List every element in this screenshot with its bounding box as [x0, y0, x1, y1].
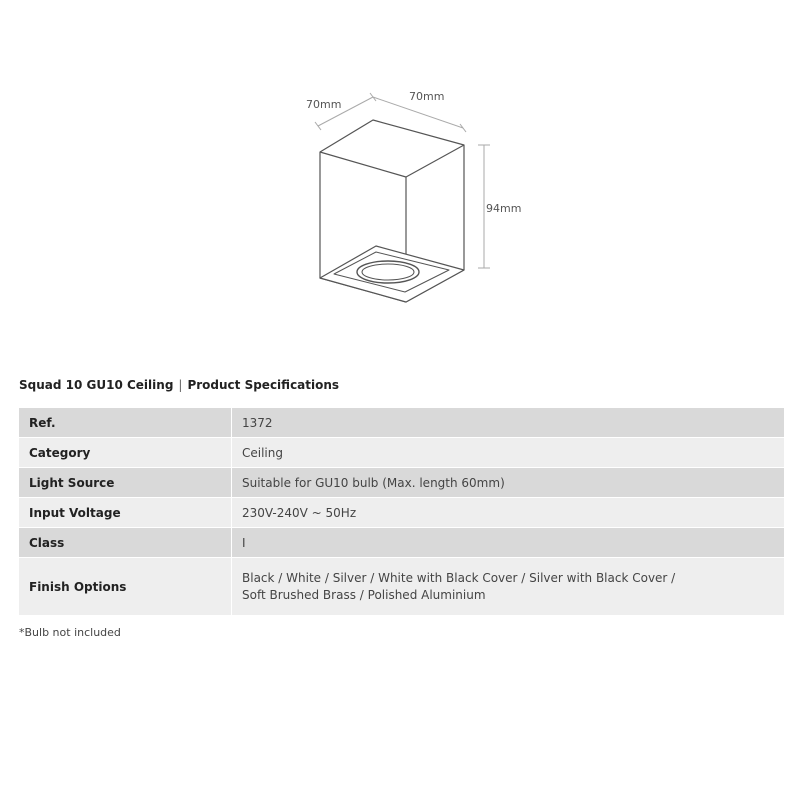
spec-key: Category — [19, 438, 232, 468]
finish-options-line-1: Black / White / Silver / White with Black Cover / Silver with Black Cover / — [242, 570, 676, 585]
spec-value — [232, 558, 785, 616]
spec-value: I — [232, 528, 785, 558]
table-row — [19, 408, 785, 438]
height-dimension-label: 94mm — [486, 202, 522, 215]
spec-heading — [19, 378, 339, 392]
section-name: Product Specifications — [187, 378, 340, 392]
table-row — [19, 498, 785, 528]
spec-key: Ref. — [19, 408, 232, 438]
table-row — [19, 468, 785, 498]
heading-separator: | — [178, 378, 183, 392]
cube-outline — [320, 120, 464, 302]
depth-dimension-label: 70mm — [306, 98, 342, 111]
spec-value: Suitable for GU10 bulb (Max. length 60mm) — [232, 468, 785, 498]
spec-table — [18, 407, 785, 616]
spec-key: Input Voltage — [19, 498, 232, 528]
spec-key: Finish Options — [19, 558, 232, 616]
table-row — [19, 528, 785, 558]
spec-value: Ceiling — [232, 438, 785, 468]
spec-value: 230V-240V ~ 50Hz — [232, 498, 785, 528]
footnote: *Bulb not included — [19, 626, 121, 639]
table-row — [19, 438, 785, 468]
product-dimension-drawing — [0, 0, 800, 340]
spec-key: Light Source — [19, 468, 232, 498]
table-row — [19, 558, 785, 616]
spec-value: 1372 — [232, 408, 785, 438]
spec-key: Class — [19, 528, 232, 558]
width-dimension-label: 70mm — [409, 90, 445, 103]
finish-options-line-2: Soft Brushed Brass / Polished Aluminium — [242, 587, 486, 602]
product-name: Squad 10 GU10 Ceiling — [19, 378, 174, 392]
